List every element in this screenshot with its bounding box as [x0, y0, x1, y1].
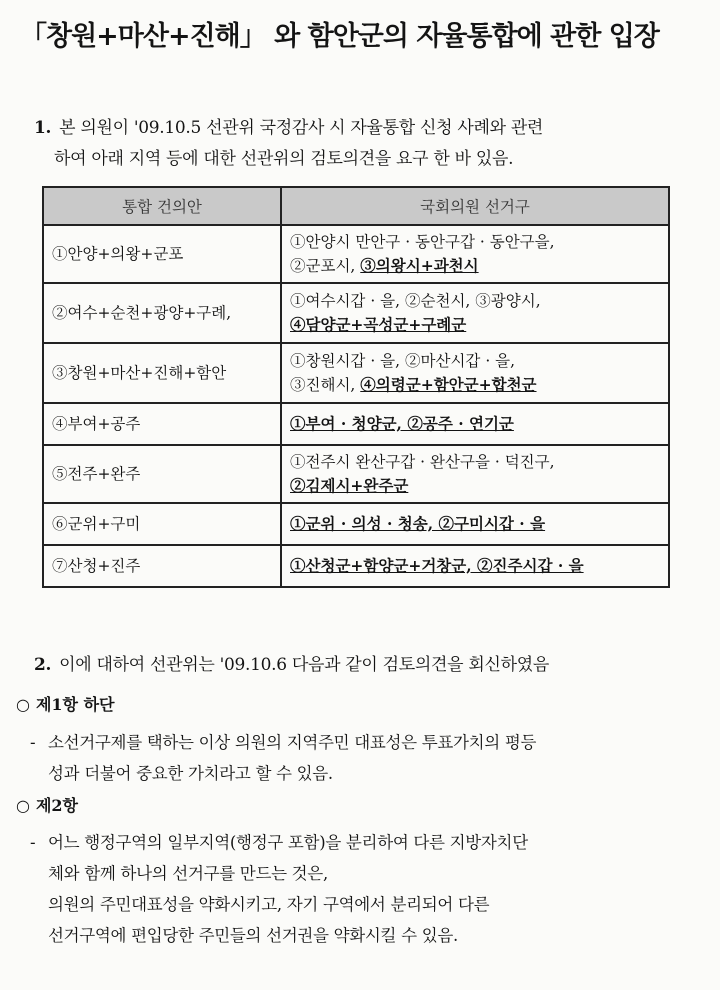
- table-row: [43, 545, 669, 587]
- district-highlight: ④담양군+곡성군+구례군: [290, 315, 467, 334]
- table-header-row: [43, 187, 669, 225]
- table-row: [43, 503, 669, 545]
- item-2-line-3: 의원의 주민대표성을 약화시키고, 자기 구역에서 분리되어 다른: [48, 895, 490, 914]
- dash-bullet-icon: -: [30, 733, 36, 752]
- section-1-number: 1.: [34, 118, 52, 138]
- district-cell: [281, 403, 669, 445]
- proposal-cell: ④부여+공주: [43, 403, 281, 445]
- document-title: 「창원+마산+진해」 와 함안군의 자율통합에 관한 입장: [20, 21, 659, 52]
- item-2-heading: [16, 793, 78, 816]
- section-2-number: 2.: [34, 655, 52, 675]
- column-header-proposal: 통합 건의안: [43, 187, 281, 225]
- table-row: [43, 225, 669, 283]
- item-1-body: [30, 727, 690, 789]
- district-line: ③진해시,: [290, 376, 361, 394]
- item-1-heading: [16, 692, 115, 715]
- section-2-text: 이에 대하여 선관위는 '09.10.6 다음과 같이 검토의견을 회신하였음: [59, 655, 549, 675]
- district-line: ①여수시갑 · 을, ②순천시, ③광양시,: [290, 292, 541, 310]
- proposal-cell: ①안양+의왕+군포: [43, 225, 281, 283]
- item-2-line-2: 체와 함께 하나의 선거구를 만드는 것은,: [48, 864, 328, 883]
- item-2-line-4: 선거구역에 편입당한 주민들의 선거권을 약화시킬 수 있음.: [48, 926, 458, 945]
- section-2: [34, 650, 694, 681]
- district-cell: [281, 445, 669, 503]
- consolidation-table: [42, 186, 670, 588]
- item-2-heading-text: 제2항: [35, 796, 79, 815]
- district-highlight: ②김제시+완주군: [290, 476, 409, 495]
- item-2-body: [30, 827, 690, 951]
- district-cell: [281, 545, 669, 587]
- district-cell: [281, 225, 669, 283]
- proposal-cell: ③창원+마산+진해+함안: [43, 343, 281, 403]
- item-2-line-1: 어느 행정구역의 일부지역(행정구 포함)을 분리하여 다른 지방자치단: [48, 833, 528, 852]
- district-highlight: ④의령군+함안군+합천군: [360, 375, 537, 394]
- table-row: [43, 343, 669, 403]
- proposal-cell: ⑦산청+진주: [43, 545, 281, 587]
- dash-bullet-icon: -: [30, 833, 36, 852]
- item-1-line-1: 소선거구제를 택하는 이상 의원의 지역주민 대표성은 투표가치의 평등: [48, 733, 537, 752]
- item-1-line-2: 성과 더불어 중요한 가치라고 할 수 있음.: [48, 764, 333, 783]
- item-1-heading-text: 제1항 하단: [35, 695, 115, 714]
- district-cell: [281, 503, 669, 545]
- table-row: [43, 283, 669, 343]
- district-line: ①창원시갑 · 을, ②마산시갑 · 을,: [290, 352, 516, 370]
- proposal-cell: ⑥군위+구미: [43, 503, 281, 545]
- district-cell: [281, 283, 669, 343]
- proposal-cell: ⑤전주+완주: [43, 445, 281, 503]
- section-1: [34, 113, 694, 175]
- table-row: [43, 445, 669, 503]
- section-1-line-1: 본 의원이 '09.10.5 선관위 국정감사 시 자율통합 신청 사례와 관련: [59, 118, 544, 138]
- proposal-cell: ②여수+순천+광양+구례,: [43, 283, 281, 343]
- district-line: ①전주시 완산구갑 · 완산구을 · 덕진구,: [290, 453, 555, 471]
- circle-bullet-icon: ○: [16, 695, 30, 714]
- column-header-district: 국회의원 선거구: [281, 187, 669, 225]
- district-highlight: ①군위 · 의성 · 청송, ②구미시갑 · 을: [290, 514, 546, 533]
- district-highlight: ①부여 · 청양군, ②공주 · 연기군: [290, 414, 514, 433]
- district-cell: [281, 343, 669, 403]
- district-line: ①안양시 만안구 · 동안구갑 · 동안구을,: [290, 233, 555, 251]
- table-row: [43, 403, 669, 445]
- section-1-line-2: 하여 아래 지역 등에 대한 선관위의 검토의견을 요구 한 바 있음.: [54, 149, 514, 169]
- district-highlight: ①산청군+함양군+거창군, ②진주시갑 · 을: [290, 556, 584, 575]
- circle-bullet-icon: ○: [16, 796, 30, 815]
- district-highlight: ③의왕시+과천시: [360, 256, 479, 275]
- district-line: ②군포시,: [290, 257, 361, 275]
